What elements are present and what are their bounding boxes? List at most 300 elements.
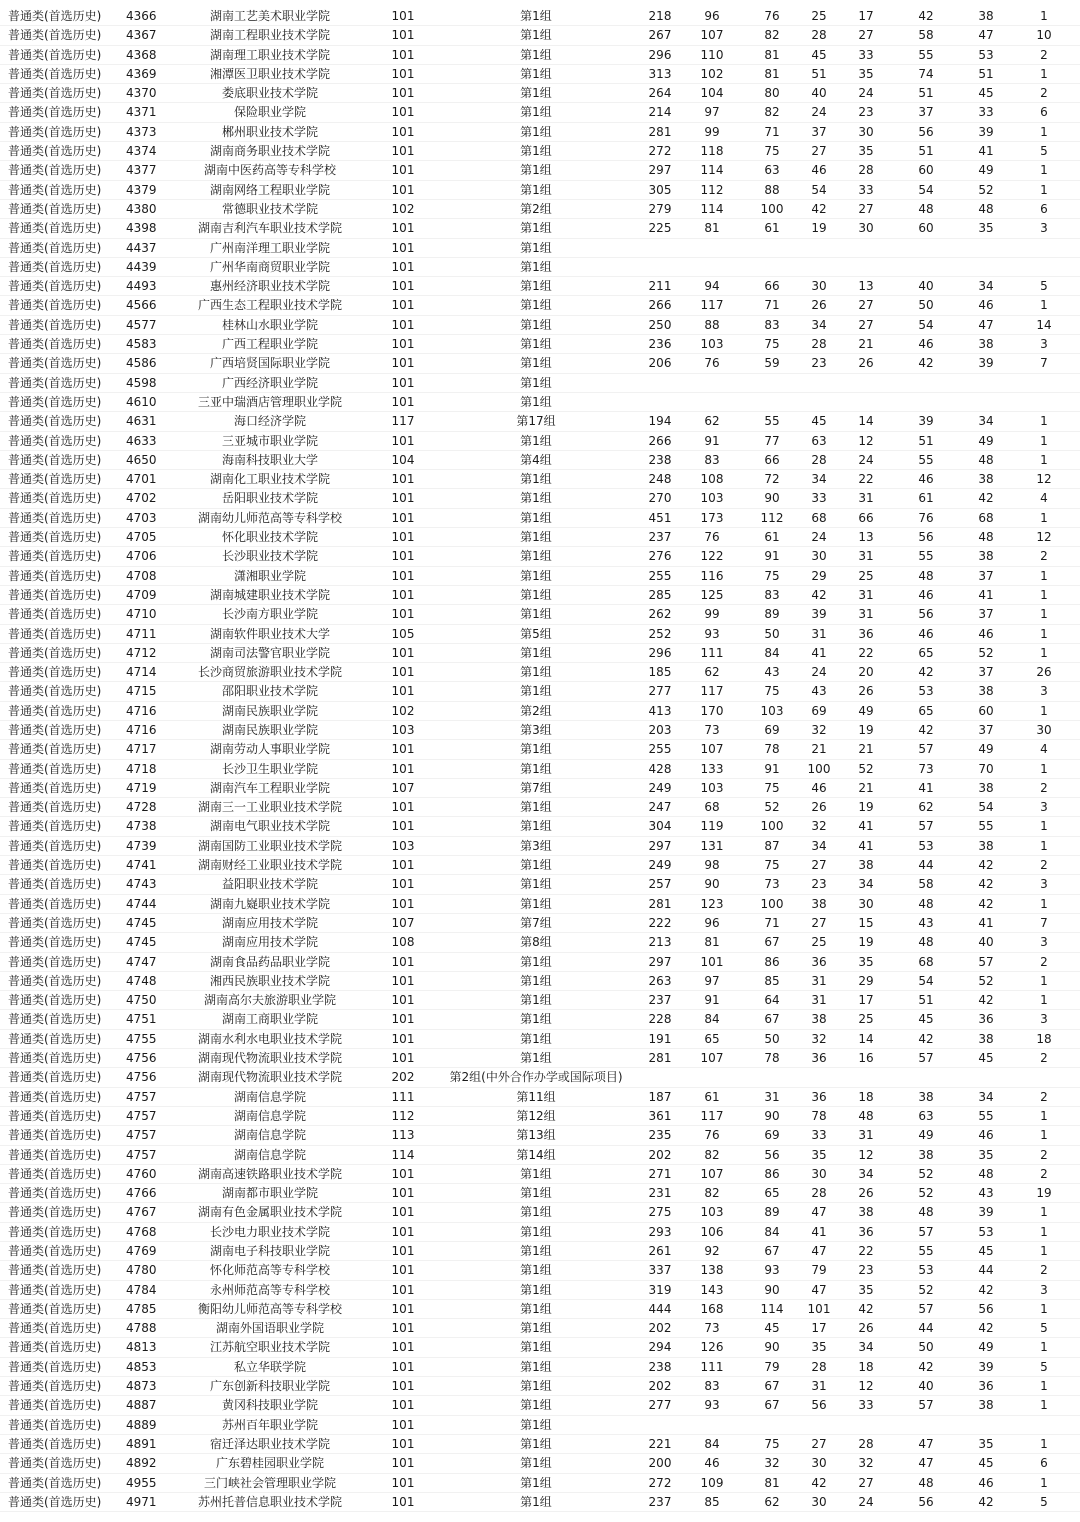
- cell-score-3: 86: [764, 954, 780, 969]
- cell-score-7: 41: [978, 144, 994, 159]
- cell-score-7: 48: [978, 452, 994, 467]
- table-row: [0, 84, 1080, 103]
- cell-score-7: 70: [978, 761, 994, 776]
- table-row: [0, 296, 1080, 315]
- cell-score-1: 294: [648, 1340, 672, 1355]
- cell-group-name: 第1组: [520, 163, 552, 178]
- cell-group-name: 第1组: [520, 1456, 552, 1471]
- cell-group-name: 第17组: [516, 414, 556, 429]
- cell-score-8: 1: [1040, 414, 1048, 429]
- cell-school-code: 4853: [126, 1359, 157, 1374]
- cell-group-name: 第1组: [520, 356, 552, 371]
- cell-group-name: 第1组: [520, 645, 552, 660]
- cell-score-4: 29: [811, 568, 827, 583]
- cell-score-4: 27: [811, 1436, 827, 1451]
- cell-score-5: 27: [858, 201, 874, 216]
- cell-school-name: 湖南外国语职业学院: [215, 1321, 324, 1336]
- cell-score-8: 3: [1040, 684, 1048, 699]
- cell-school-code: 4892: [126, 1456, 157, 1471]
- cell-group-name: 第1组: [520, 105, 552, 120]
- cell-score-8: 3: [1040, 221, 1048, 236]
- cell-group-name: 第1组: [520, 144, 552, 159]
- cell-score-8: 1: [1040, 1398, 1048, 1413]
- cell-school-code: 4369: [126, 66, 157, 81]
- cell-score-8: 1: [1040, 607, 1048, 622]
- cell-school-name: 湖南都市职业学院: [221, 1186, 318, 1201]
- cell-score-6: 55: [918, 452, 934, 467]
- cell-score-8: [1024, 393, 1064, 412]
- cell-score-5: [846, 239, 886, 258]
- cell-score-5: 15: [858, 915, 874, 930]
- cell-score-3: 78: [764, 742, 780, 757]
- cell-group-name: 第1组: [520, 1282, 552, 1297]
- cell-score-1: 305: [648, 182, 672, 197]
- table-row: [0, 142, 1080, 161]
- cell-school-name: 湖南信息学院: [233, 1147, 306, 1162]
- cell-score-5: 20: [858, 665, 874, 680]
- cell-score-8: 10: [1036, 28, 1052, 43]
- cell-group-name: 第1组: [520, 491, 552, 506]
- cell-school-code: 4610: [126, 394, 157, 409]
- cell-school-name: 长沙电力职业技术学院: [209, 1224, 330, 1239]
- cell-category: 普通类(首选历史): [8, 221, 102, 236]
- cell-score-2: [692, 1068, 732, 1087]
- cell-score-8: 4: [1040, 742, 1048, 757]
- cell-score-3: 62: [764, 1494, 780, 1509]
- cell-score-1: 272: [648, 144, 672, 159]
- cell-score-2: 90: [704, 877, 720, 892]
- cell-score-1: 361: [648, 1108, 672, 1123]
- table-row: [0, 316, 1080, 335]
- cell-score-2: 110: [700, 47, 724, 62]
- cell-score-2: 138: [700, 1263, 724, 1278]
- cell-category: 普通类(首选历史): [8, 1494, 102, 1509]
- cell-group-name: 第1组: [520, 1321, 552, 1336]
- cell-score-1: 248: [648, 472, 672, 487]
- cell-score-1: 297: [648, 954, 672, 969]
- cell-group-code: 107: [391, 780, 415, 795]
- table-row: [0, 953, 1080, 972]
- cell-school-name: 长沙职业技术学院: [221, 549, 318, 564]
- cell-category: 普通类(首选历史): [8, 819, 102, 834]
- cell-score-6: [906, 374, 946, 393]
- cell-score-5: 27: [858, 298, 874, 313]
- cell-score-1: 267: [648, 28, 672, 43]
- cell-category: 普通类(首选历史): [8, 1321, 102, 1336]
- cell-score-7: 34: [978, 1089, 994, 1104]
- cell-score-8: 1: [1040, 1128, 1048, 1143]
- cell-score-3: 89: [764, 607, 780, 622]
- cell-group-code: 101: [391, 587, 415, 602]
- cell-score-5: 27: [858, 28, 874, 43]
- cell-score-4: 30: [811, 549, 827, 564]
- cell-group-name: 第13组: [516, 1128, 556, 1143]
- cell-school-name: 湖南工程职业技术学院: [209, 28, 330, 43]
- cell-score-2: 116: [700, 568, 724, 583]
- table-row: [0, 161, 1080, 180]
- cell-score-6: 50: [918, 298, 934, 313]
- cell-group-code: 101: [391, 66, 415, 81]
- cell-score-3: 76: [764, 9, 780, 23]
- cell-score-7: 48: [978, 530, 994, 545]
- cell-school-name: 广东创新科技职业学院: [209, 1379, 330, 1394]
- cell-group-code: 101: [391, 47, 415, 62]
- cell-category: 普通类(首选历史): [8, 530, 102, 545]
- cell-score-3: 66: [764, 452, 780, 467]
- cell-score-5: 31: [858, 1128, 874, 1143]
- cell-category: 普通类(首选历史): [8, 394, 102, 409]
- cell-category: 普通类(首选历史): [8, 838, 102, 853]
- cell-school-name: 湘西民族职业技术学院: [209, 973, 330, 988]
- cell-score-1: 213: [648, 935, 672, 950]
- cell-score-1: 275: [648, 1205, 672, 1220]
- cell-score-2: [692, 258, 732, 277]
- cell-category: 普通类(首选历史): [8, 356, 102, 371]
- cell-category: 普通类(首选历史): [8, 915, 102, 930]
- cell-score-5: 22: [858, 1244, 874, 1258]
- cell-score-7: 53: [978, 47, 994, 62]
- cell-score-6: 53: [918, 1263, 934, 1278]
- cell-score-3: [752, 1416, 792, 1435]
- cell-score-6: 57: [918, 1301, 934, 1316]
- cell-score-1: 228: [648, 1012, 672, 1027]
- cell-group-name: 第1组: [520, 607, 552, 622]
- cell-score-6: 48: [918, 1475, 934, 1490]
- cell-score-4: 46: [811, 780, 827, 795]
- cell-score-2: 131: [700, 838, 724, 853]
- cell-score-1: 249: [648, 780, 672, 795]
- cell-score-4: 26: [811, 800, 827, 815]
- cell-score-5: [846, 374, 886, 393]
- cell-score-1: 281: [648, 1051, 672, 1066]
- cell-group-code: 108: [391, 935, 415, 950]
- cell-group-name: 第1组: [520, 1051, 552, 1066]
- cell-school-code: 4719: [126, 780, 157, 795]
- cell-group-code: 101: [391, 163, 415, 178]
- cell-group-name: 第1组: [520, 1263, 552, 1278]
- cell-score-8: 4: [1040, 491, 1048, 506]
- cell-group-code: 101: [391, 1244, 415, 1258]
- table-row: [0, 277, 1080, 296]
- cell-group-code: 114: [391, 1147, 415, 1162]
- cell-group-name: 第1组: [520, 684, 552, 699]
- cell-score-7: 49: [978, 742, 994, 757]
- cell-school-name: 湖南食品药品职业学院: [209, 954, 330, 969]
- cell-score-5: 31: [858, 587, 874, 602]
- cell-score-7: 34: [978, 414, 994, 429]
- cell-score-4: 28: [811, 28, 827, 43]
- cell-group-code: 101: [391, 375, 415, 390]
- cell-score-7: 47: [978, 317, 994, 332]
- cell-score-2: 101: [700, 954, 724, 969]
- cell-score-4: 47: [811, 1244, 827, 1258]
- cell-score-2: 103: [700, 1205, 724, 1220]
- cell-score-5: 35: [858, 66, 874, 81]
- cell-group-code: 101: [391, 105, 415, 120]
- cell-group-name: 第1组: [520, 1224, 552, 1239]
- cell-score-6: 43: [918, 915, 934, 930]
- cell-score-2: 85: [704, 1494, 720, 1509]
- table-row: [0, 200, 1080, 219]
- cell-score-4: 56: [811, 1398, 827, 1413]
- cell-category: 普通类(首选历史): [8, 935, 102, 950]
- cell-group-code: 101: [391, 761, 415, 776]
- cell-score-4: 32: [811, 819, 827, 834]
- cell-school-name: 岳阳职业技术学院: [221, 491, 318, 506]
- cell-score-2: 62: [704, 665, 720, 680]
- table-row: [0, 817, 1080, 836]
- cell-score-4: 19: [811, 221, 827, 236]
- cell-category: 普通类(首选历史): [8, 163, 102, 178]
- cell-score-5: 26: [858, 356, 874, 371]
- cell-score-8: 1: [1040, 703, 1048, 718]
- cell-score-6: 54: [918, 182, 934, 197]
- cell-score-1: 319: [648, 1282, 672, 1297]
- cell-school-code: 4701: [126, 472, 157, 487]
- cell-group-code: 101: [391, 1417, 415, 1432]
- cell-score-6: 51: [918, 433, 934, 448]
- cell-category: 普通类(首选历史): [8, 317, 102, 332]
- cell-score-5: 35: [858, 954, 874, 969]
- cell-score-7: 45: [978, 1244, 994, 1258]
- cell-score-5: 19: [858, 722, 874, 737]
- cell-score-4: 33: [811, 491, 827, 506]
- cell-score-3: 100: [760, 201, 784, 216]
- table-row: [0, 1030, 1080, 1049]
- cell-score-5: 36: [858, 626, 874, 641]
- cell-score-4: 45: [811, 414, 827, 429]
- cell-school-name: 常德职业技术学院: [221, 201, 318, 216]
- cell-score-7: [966, 374, 1006, 393]
- cell-score-8: 2: [1040, 1089, 1048, 1104]
- cell-score-8: 5: [1040, 1321, 1048, 1336]
- cell-category: 普通类(首选历史): [8, 1147, 102, 1162]
- table-row: [0, 451, 1080, 470]
- cell-category: 普通类(首选历史): [8, 626, 102, 641]
- cell-score-2: 46: [704, 1456, 720, 1471]
- cell-score-5: 35: [858, 144, 874, 159]
- cell-score-8: 3: [1040, 1012, 1048, 1027]
- cell-score-2: 76: [704, 356, 720, 371]
- cell-score-2: [692, 1416, 732, 1435]
- cell-score-6: 56: [918, 124, 934, 139]
- cell-school-code: 4577: [126, 317, 157, 332]
- table-row: [0, 875, 1080, 894]
- cell-group-name: 第1组: [520, 279, 552, 294]
- cell-school-name: 湖南应用技术学院: [221, 935, 318, 950]
- cell-score-1: 218: [648, 9, 672, 23]
- cell-score-3: 31: [764, 1089, 780, 1104]
- table-row: [0, 1146, 1080, 1165]
- cell-score-3: 73: [764, 877, 780, 892]
- cell-score-3: 82: [764, 105, 780, 120]
- cell-school-code: 4757: [126, 1108, 157, 1123]
- cell-score-5: 12: [858, 1147, 874, 1162]
- cell-score-2: 98: [704, 858, 720, 873]
- cell-score-6: 37: [918, 105, 934, 120]
- cell-score-3: 63: [764, 163, 780, 178]
- cell-school-code: 4756: [126, 1070, 157, 1085]
- table-row: [0, 1242, 1080, 1261]
- cell-score-8: 1: [1040, 433, 1048, 448]
- cell-category: 普通类(首选历史): [8, 703, 102, 718]
- cell-school-code: 4747: [126, 954, 157, 969]
- cell-score-3: 61: [764, 530, 780, 545]
- cell-group-code: 101: [391, 510, 415, 525]
- cell-group-code: 101: [391, 800, 415, 815]
- cell-score-8: 1: [1040, 896, 1048, 911]
- cell-score-2: 108: [700, 472, 724, 487]
- cell-score-2: 82: [704, 1147, 720, 1162]
- cell-score-2: 133: [700, 761, 724, 776]
- cell-score-2: 96: [704, 915, 720, 930]
- cell-score-4: 28: [811, 1186, 827, 1201]
- cell-score-8: 1: [1040, 645, 1048, 660]
- cell-score-4: 27: [811, 858, 827, 873]
- cell-score-5: 21: [858, 742, 874, 757]
- table-row: [0, 432, 1080, 451]
- cell-score-4: 25: [811, 9, 827, 23]
- cell-score-2: 96: [704, 9, 720, 23]
- cell-score-6: 46: [918, 337, 934, 352]
- table-row: [0, 1454, 1080, 1473]
- cell-score-2: [692, 374, 732, 393]
- cell-school-name: 苏州托普信息职业技术学院: [197, 1494, 342, 1509]
- table-row: [0, 374, 1080, 393]
- cell-school-name: 湖南吉利汽车职业技术学院: [197, 221, 342, 236]
- cell-score-6: 57: [918, 1051, 934, 1066]
- cell-score-2: 91: [704, 433, 720, 448]
- cell-score-7: 60: [978, 703, 994, 718]
- cell-score-2: 125: [700, 587, 724, 602]
- cell-score-7: 42: [978, 896, 994, 911]
- cell-category: 普通类(首选历史): [8, 742, 102, 757]
- cell-score-4: 47: [811, 1282, 827, 1297]
- cell-category: 普通类(首选历史): [8, 761, 102, 776]
- cell-score-5: 19: [858, 800, 874, 815]
- cell-score-3: 75: [764, 568, 780, 583]
- cell-score-5: 17: [858, 993, 874, 1008]
- cell-score-6: 48: [918, 1205, 934, 1220]
- cell-score-4: 30: [811, 1494, 827, 1509]
- cell-score-4: 37: [811, 124, 827, 139]
- cell-score-4: 78: [811, 1108, 827, 1123]
- cell-score-2: 99: [704, 607, 720, 622]
- cell-score-3: 67: [764, 1244, 780, 1258]
- cell-school-code: 4715: [126, 684, 157, 699]
- cell-score-7: 33: [978, 105, 994, 120]
- cell-score-4: 31: [811, 1379, 827, 1394]
- cell-score-3: 80: [764, 86, 780, 101]
- cell-score-3: 50: [764, 1031, 780, 1046]
- cell-score-5: 35: [858, 1282, 874, 1297]
- cell-score-7: 55: [978, 819, 994, 834]
- cell-school-name: 湖南信息学院: [233, 1089, 306, 1104]
- table-row: [0, 682, 1080, 701]
- cell-score-6: 52: [918, 1166, 934, 1181]
- cell-score-6: 42: [918, 722, 934, 737]
- cell-score-3: 61: [764, 221, 780, 236]
- cell-score-6: 48: [918, 935, 934, 950]
- cell-score-7: 52: [978, 973, 994, 988]
- cell-school-code: 4755: [126, 1031, 157, 1046]
- cell-score-4: 17: [811, 1321, 827, 1336]
- cell-group-code: 101: [391, 472, 415, 487]
- cell-school-code: 4702: [126, 491, 157, 506]
- cell-school-code: 4712: [126, 645, 157, 660]
- cell-score-3: 67: [764, 1012, 780, 1027]
- cell-score-5: 31: [858, 491, 874, 506]
- cell-score-6: 55: [918, 47, 934, 62]
- cell-school-code: 4586: [126, 356, 157, 371]
- cell-group-name: 第2组: [520, 703, 552, 718]
- cell-score-4: 24: [811, 530, 827, 545]
- cell-score-1: 202: [648, 1379, 672, 1394]
- cell-school-code: 4398: [126, 221, 157, 236]
- table-row: [0, 46, 1080, 65]
- cell-score-7: 56: [978, 1301, 994, 1316]
- cell-group-code: 101: [391, 317, 415, 332]
- cell-school-name: 湖南城建职业技术学院: [209, 587, 330, 602]
- cell-score-2: 62: [704, 414, 720, 429]
- table-row: [0, 837, 1080, 856]
- cell-score-6: [906, 258, 946, 277]
- cell-score-2: 65: [704, 1031, 720, 1046]
- cell-school-name: 湖南高尔夫旅游职业学院: [203, 993, 336, 1008]
- cell-category: 普通类(首选历史): [8, 1031, 102, 1046]
- cell-score-8: 2: [1040, 1263, 1048, 1278]
- cell-score-5: 26: [858, 1321, 874, 1336]
- cell-group-code: 101: [391, 1031, 415, 1046]
- cell-school-code: 4756: [126, 1051, 157, 1066]
- cell-group-code: 101: [391, 1012, 415, 1027]
- cell-score-6: 42: [918, 9, 934, 23]
- cell-score-6: 41: [918, 780, 934, 795]
- cell-school-code: 4738: [126, 819, 157, 834]
- cell-score-8: 1: [1040, 182, 1048, 197]
- cell-score-7: 36: [978, 1379, 994, 1394]
- table-row: [0, 914, 1080, 933]
- cell-school-name: 湖南三一工业职业技术学院: [197, 800, 342, 815]
- cell-score-1: 293: [648, 1224, 672, 1239]
- cell-score-8: [1024, 239, 1064, 258]
- table-row: [0, 1281, 1080, 1300]
- cell-score-1: 444: [648, 1301, 672, 1316]
- cell-score-6: 58: [918, 28, 934, 43]
- cell-score-8: 1: [1040, 973, 1048, 988]
- cell-school-name: 湖南财经工业职业技术学院: [197, 858, 342, 873]
- cell-score-5: 33: [858, 1398, 874, 1413]
- cell-score-1: 281: [648, 896, 672, 911]
- cell-score-7: 49: [978, 1340, 994, 1355]
- cell-score-5: 30: [858, 124, 874, 139]
- cell-score-3: 86: [764, 1166, 780, 1181]
- cell-school-name: 广州南洋理工职业学院: [209, 240, 330, 255]
- cell-group-code: 101: [391, 124, 415, 139]
- cell-score-8: 3: [1040, 877, 1048, 892]
- cell-score-5: 13: [858, 279, 874, 294]
- cell-school-name: 湖南水利水电职业技术学院: [197, 1031, 342, 1046]
- table-row: [0, 740, 1080, 759]
- cell-category: 普通类(首选历史): [8, 337, 102, 352]
- cell-school-name: 湖南电气职业技术学院: [209, 819, 330, 834]
- cell-category: 普通类(首选历史): [8, 414, 102, 429]
- cell-school-code: 4766: [126, 1186, 157, 1201]
- cell-score-7: 49: [978, 163, 994, 178]
- cell-group-name: 第1组: [520, 954, 552, 969]
- cell-score-7: 38: [978, 780, 994, 795]
- cell-score-6: 38: [918, 1147, 934, 1162]
